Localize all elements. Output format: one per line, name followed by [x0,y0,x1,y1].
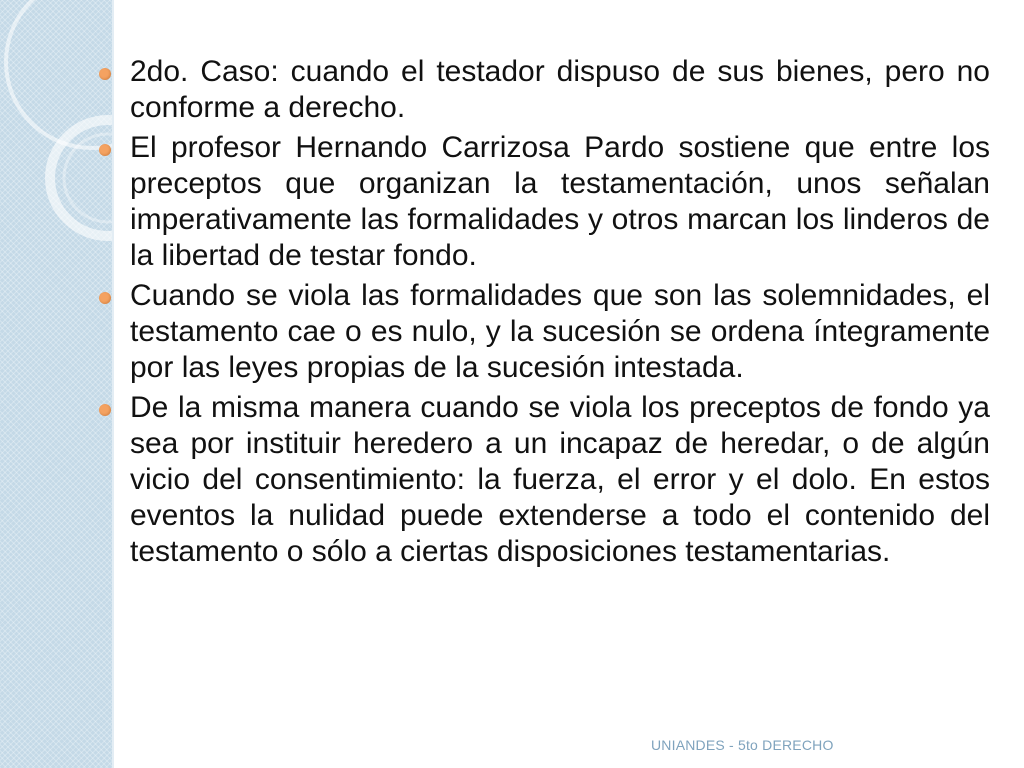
slide-content [94,54,990,574]
bullet-list [94,54,990,570]
bullet-text: De la misma manera cuando se viola los preceptos de fondo ya sea por instituir heredero a un incapaz de heredar, o de algún vicio del consentimiento: la fuerza, el error y el dolo. En estos eventos la nulidad puede extenderse a todo el contenido del testamento o sólo a ciertas disposiciones testamentarias. [130,391,990,568]
bullet-text: Cuando se viola las formalidades que son las solemnidades, el testamento cae o es nulo, y la sucesión se ordena íntegramente por las leyes propias de la sucesión intestada. [130,279,990,384]
bullet-icon [99,292,111,304]
bullet-icon [99,404,111,416]
bullet-item [94,390,990,570]
bullet-item [94,278,990,386]
bullet-text: El profesor Hernando Carrizosa Pardo sostiene que entre los preceptos que organizan la testamentación, unos señalan imperativamente las formalidades y otros marcan los linderos de la libertad de testar fondo. [130,131,990,272]
bullet-icon [99,144,111,156]
bullet-item [94,54,990,126]
bullet-text: 2do. Caso: cuando el testador dispuso de sus bienes, pero no conforme a derecho. [130,55,990,124]
bullet-icon [99,68,111,80]
slide-footer: UNIANDES - 5to DERECHO [651,737,834,753]
bullet-item [94,130,990,274]
